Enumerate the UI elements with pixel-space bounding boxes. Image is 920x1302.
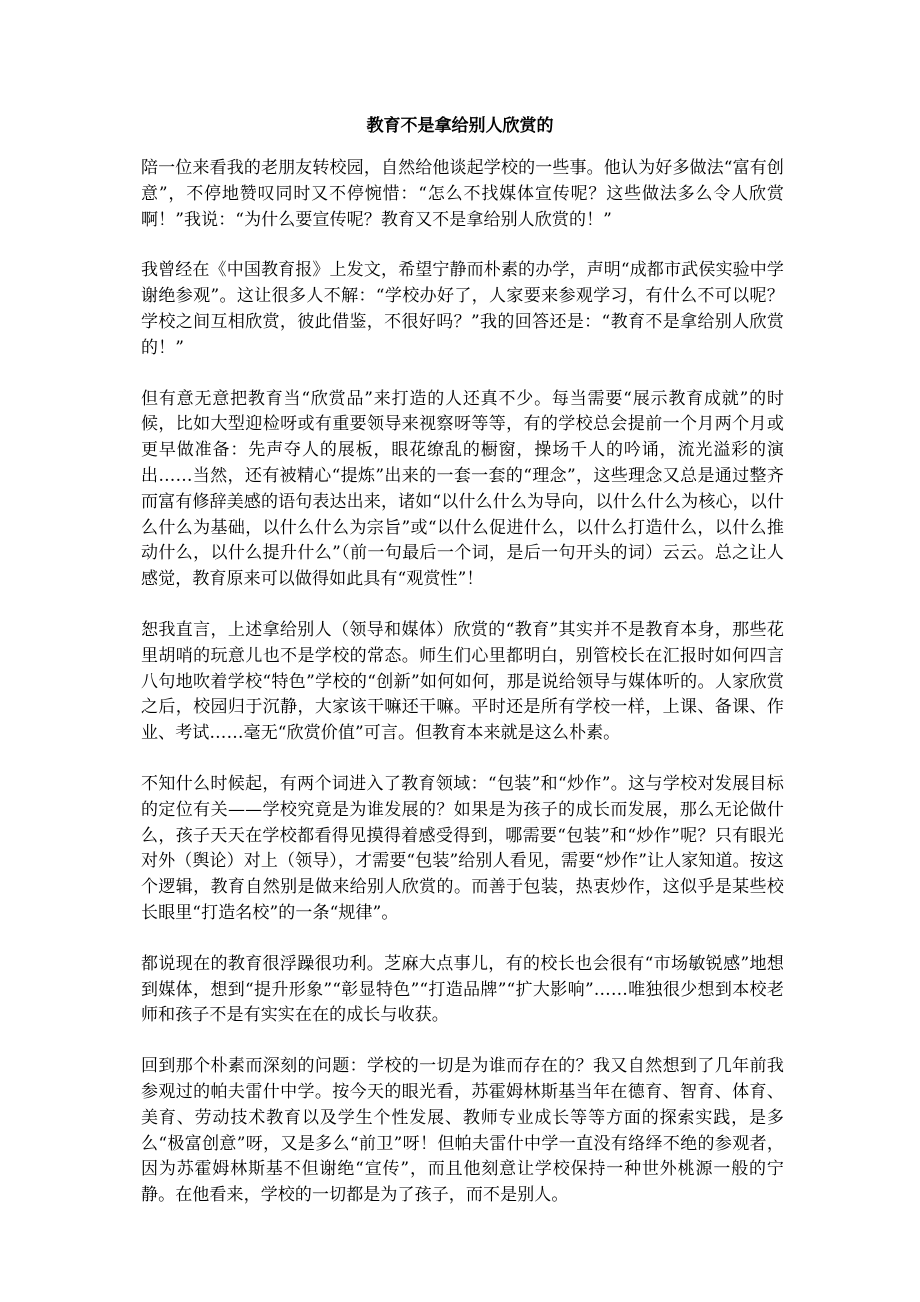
- paragraph-3: 但有意无意把教育当“欣赏品”来打造的人还真不少。每当需要“展示教育成就”的时候，比如大型迎检呀或有重要领导来视察呀等等，有的学校总会提前一个月两个月或更早做准备：先声夺人的展板，眼花缭乱的橱窗，操场千人的吟诵，流光溢彩的演出……当然，还有被精心“提炼”出来的一套一套的“理念”，这些理念又总是通过整齐而富有修辞美感的语句表达出来，诸如“以什么什么为导向，以什么什么为核心，以什么什么为基础，以什么什么为宗旨”或“以什么促进什么，以什么打造什么，以什么推动什么，以什么提升什么”（前一句最后一个词，是后一句开头的词）云云。总之让人感觉，教育原来可以做得如此具有“观赏性”！: [141, 388, 784, 590]
- paragraph-2: 我曾经在《中国教育报》上发文，希望宁静而朴素的办学，声明“成都市武侯实验中学谢绝参观”。这让很多人不解：“学校办好了，人家要来参观学习，有什么不可以呢？学校之间互相欣赏，彼此借鉴，不很好吗？”我的回答还是：“教育不是拿给别人欣赏的！”: [141, 260, 784, 358]
- paragraph-5: 不知什么时候起，有两个词进入了教育领域：“包装”和“炒作”。这与学校对发展目标的定位有关——学校究竟是为谁发展的？如果是为孩子的成长而发展，那么无论做什么，孩子天天在学校都看得见摸得着感受得到，哪需要“包装”和“炒作”呢？只有眼光对外（舆论）对上（领导），才需要“包装”给别人看见，需要“炒作”让人家知道。按这个逻辑，教育自然别是做来给别人欣赏的。而善于包装，热衷炒作，这似乎是某些校长眼里“打造名校”的一条“规律”。: [141, 773, 784, 923]
- paragraph-6: 都说现在的教育很浮躁很功利。芝麻大点事儿，有的校长也会很有“市场敏锐感”地想到媒体，想到“提升形象”“彰显特色”“打造品牌”“扩大影响”……唯独很少想到本校老师和孩子不是有实实在在的成长与收获。: [141, 953, 784, 1026]
- document-body: [141, 156, 784, 1234]
- document-title: 教育不是拿给别人欣赏的: [366, 116, 554, 136]
- paragraph-7: 回到那个朴素而深刻的问题：学校的一切是为谁而存在的？我又自然想到了几年前我参观过的帕夫雷什中学。按今天的眼光看，苏霍姆林斯基当年在德育、智育、体育、美育、劳动技术教育以及学生个性发展、教师专业成长等等方面的探索实践，是多么“极富创意”呀，又是多么“前卫”呀！但帕夫雷什中学一直没有络绎不绝的参观者，因为苏霍姆林斯基不但谢绝“宣传”，而且他刻意让学校保持一种世外桃源一般的宁静。在他看来，学校的一切都是为了孩子，而不是别人。: [141, 1056, 784, 1206]
- paragraph-4: 恕我直言，上述拿给别人（领导和媒体）欣赏的“教育”其实并不是教育本身，那些花里胡哨的玩意儿也不是学校的常态。师生们心里都明白，别管校长在汇报时如何四言八句地吹着学校“特色”学校的“创新”如何如何，那是说给领导与媒体听的。人家欣赏之后，校园归于沉静，大家该干嘛还干嘛。平时还是所有学校一样，上课、备课、作业、考试……毫无“欣赏价值”可言。但教育本来就是这么朴素。: [141, 619, 784, 744]
- paragraph-1: 陪一位来看我的老朋友转校园，自然给他谈起学校的一些事。他认为好多做法“富有创意”，不停地赞叹同时又不停惋惜：“怎么不找媒体宣传呢？这些做法多么令人欣赏啊！”我说：“为什么要宣传呢？教育又不是拿给别人欣赏的！”: [141, 158, 784, 230]
